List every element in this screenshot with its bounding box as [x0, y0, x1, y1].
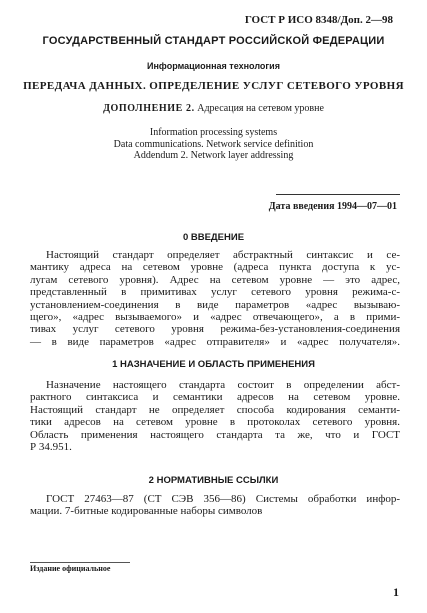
- date-value: 1994—07—01: [337, 201, 397, 212]
- date-label: Дата введения: [268, 201, 335, 212]
- text-line: ГОСТ 27463—87 (СТ СЭВ 356—86) Системы обработки инфор-: [46, 493, 400, 505]
- effective-date: [269, 201, 397, 212]
- section-heading-scope: 1 НАЗНАЧЕНИЕ И ОБЛАСТЬ ПРИМЕНЕНИЯ: [112, 359, 315, 370]
- text-line: мации. 7-битные кодированные наборы символов: [30, 505, 263, 518]
- english-title: [0, 127, 427, 162]
- text-line: тивах услуг сетевого уровня режима-без-установления-соединения: [30, 323, 400, 336]
- section-body-references: [30, 493, 400, 518]
- text-line: установлением-соединения в виде параметров «адрес вызываю-: [30, 298, 400, 311]
- footnote-divider: [30, 562, 130, 563]
- english-title-line: Addendum 2. Network layer addressing: [133, 150, 294, 161]
- text-line: Настоящий стандарт не определяет способа кодирования семанти-: [30, 403, 400, 416]
- text-line: представленный в примитивах услуг сетевого уровня режима-с-: [30, 286, 400, 299]
- divider: [276, 194, 400, 195]
- english-title-line: Data communications. Network service definition: [113, 138, 314, 150]
- amendment-text: Адресация на сетевом уровне: [194, 103, 324, 114]
- edition-note: Издание официальное: [30, 564, 111, 573]
- standard-code: ГОСТ Р ИСО 8348/Доп. 2—98: [244, 14, 393, 26]
- text-line: лугам сетевого уровня). Адрес на сетевом уровне — это адрес,: [30, 273, 400, 286]
- text-line: Р 34.951.: [30, 441, 72, 454]
- amendment-line: [0, 103, 427, 114]
- text-line: Настоящий стандарт определяет абстрактный синтаксис и се-: [46, 249, 400, 261]
- section-body-introduction: [30, 249, 400, 348]
- text-line: Назначение настоящего стандарта состоит в определении абст-: [46, 379, 400, 391]
- text-line: щего», «адрес вызываемого» и «адрес отвечающего», а в прими-: [30, 311, 400, 324]
- section-body-scope: [30, 379, 400, 453]
- state-standard-heading: ГОСУДАРСТВЕННЫЙ СТАНДАРТ РОССИЙСКОЙ ФЕДЕРАЦИИ: [42, 35, 385, 47]
- subject-line: Информационная технология: [147, 61, 280, 71]
- text-line: мантику адреса на сетевом уровне (адреса пункта доступа к ус-: [30, 261, 400, 274]
- english-title-line: Information processing systems: [149, 127, 278, 138]
- section-heading-introduction: 0 ВВЕДЕНИЕ: [182, 232, 245, 243]
- amendment-word: ДОПОЛНЕНИЕ 2.: [103, 103, 195, 114]
- text-line: тики адресов на сетевом уровне в протоколах сетевого уровня.: [30, 416, 400, 429]
- text-line: рактного синтаксиса и семантики адресов на сетевом уровне.: [30, 391, 400, 404]
- page-number: 1: [393, 585, 399, 599]
- section-heading-references: 2 НОРМАТИВНЫЕ ССЫЛКИ: [148, 475, 279, 486]
- text-line: Область применения настоящего стандарта та же, что и ГОСТ: [30, 428, 400, 441]
- document-title: ПЕРЕДАЧА ДАННЫХ. ОПРЕДЕЛЕНИЕ УСЛУГ СЕТЕВОГО УРОВНЯ: [23, 80, 404, 92]
- text-line: — в виде параметров «адрес отправителя» и «адрес получателя».: [30, 335, 400, 348]
